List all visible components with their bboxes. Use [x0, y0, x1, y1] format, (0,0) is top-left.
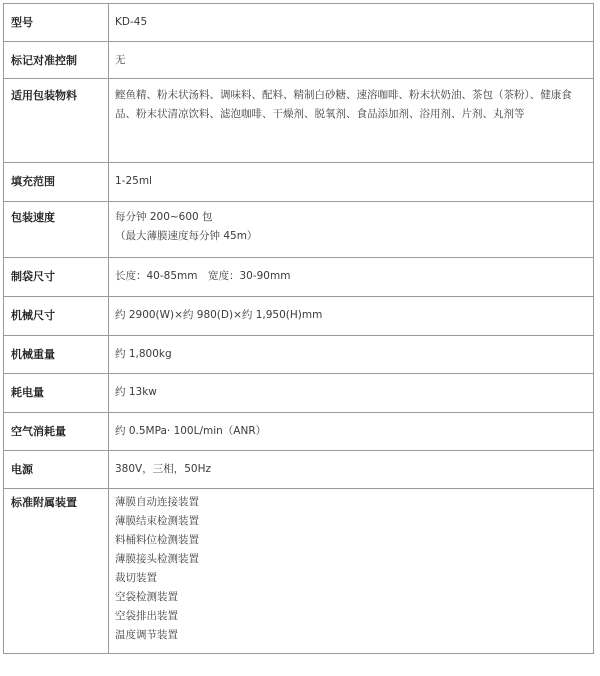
row-value: 380V，三相，50Hz — [109, 451, 594, 489]
table-row — [4, 489, 594, 654]
table-row — [4, 336, 594, 374]
row-value: 长度：40-85mm 宽度：30-90mm — [109, 258, 594, 297]
table-row — [4, 42, 594, 79]
row-label: 标准附属装置 — [4, 489, 109, 654]
table-row — [4, 79, 594, 163]
spec-table — [3, 3, 594, 654]
row-value: 无 — [109, 42, 594, 79]
row-label: 空气消耗量 — [4, 413, 109, 451]
row-label: 填充范围 — [4, 163, 109, 202]
row-label: 制袋尺寸 — [4, 258, 109, 297]
table-row — [4, 374, 594, 413]
value-line: 料桶料位检测装置 — [115, 534, 199, 546]
row-label: 机械重量 — [4, 336, 109, 374]
row-value: KD-45 — [109, 4, 594, 42]
value-line: （最大薄膜速度每分钟 45m） — [115, 230, 258, 242]
row-value: 约 1,800kg — [109, 336, 594, 374]
row-label: 电源 — [4, 451, 109, 489]
row-value: 1-25ml — [109, 163, 594, 202]
row-value: 约 0.5MPa· 100L/min（ANR） — [109, 413, 594, 451]
row-label: 型号 — [4, 4, 109, 42]
value-line: 温度调节装置 — [115, 629, 178, 641]
row-label: 标记对准控制 — [4, 42, 109, 79]
row-value: 鲣鱼精、粉末状汤料、调味料、配料、精制白砂糖、速溶咖啡、粉末状奶油、茶包（茶粉）、健康食品、粉末状清凉饮料、滤泡咖啡、干燥剂、脱氧剂、食品添加剂、浴用剂、片剂、丸剂等 — [109, 79, 594, 163]
row-value: 约 2900(W)×约 980(D)×约 1,950(H)mm — [109, 297, 594, 336]
row-value — [109, 202, 594, 258]
table-row — [4, 258, 594, 297]
table-row — [4, 413, 594, 451]
row-label: 包装速度 — [4, 202, 109, 258]
table-row — [4, 163, 594, 202]
row-value — [109, 489, 594, 654]
value-line: 薄膜结束检测装置 — [115, 515, 199, 527]
value-line: 每分钟 200~600 包 — [115, 211, 213, 223]
table-row — [4, 202, 594, 258]
value-line: 薄膜接头检测装置 — [115, 553, 199, 565]
table-row — [4, 297, 594, 336]
table-row — [4, 4, 594, 42]
row-value: 约 13kw — [109, 374, 594, 413]
table-row — [4, 451, 594, 489]
row-label: 耗电量 — [4, 374, 109, 413]
value-line: 空袋检测装置 — [115, 591, 178, 603]
value-line: 空袋排出装置 — [115, 610, 178, 622]
value-line: 薄膜自动连接装置 — [115, 496, 199, 508]
value-line: 裁切装置 — [115, 572, 157, 584]
row-label: 机械尺寸 — [4, 297, 109, 336]
row-label: 适用包装物料 — [4, 79, 109, 163]
